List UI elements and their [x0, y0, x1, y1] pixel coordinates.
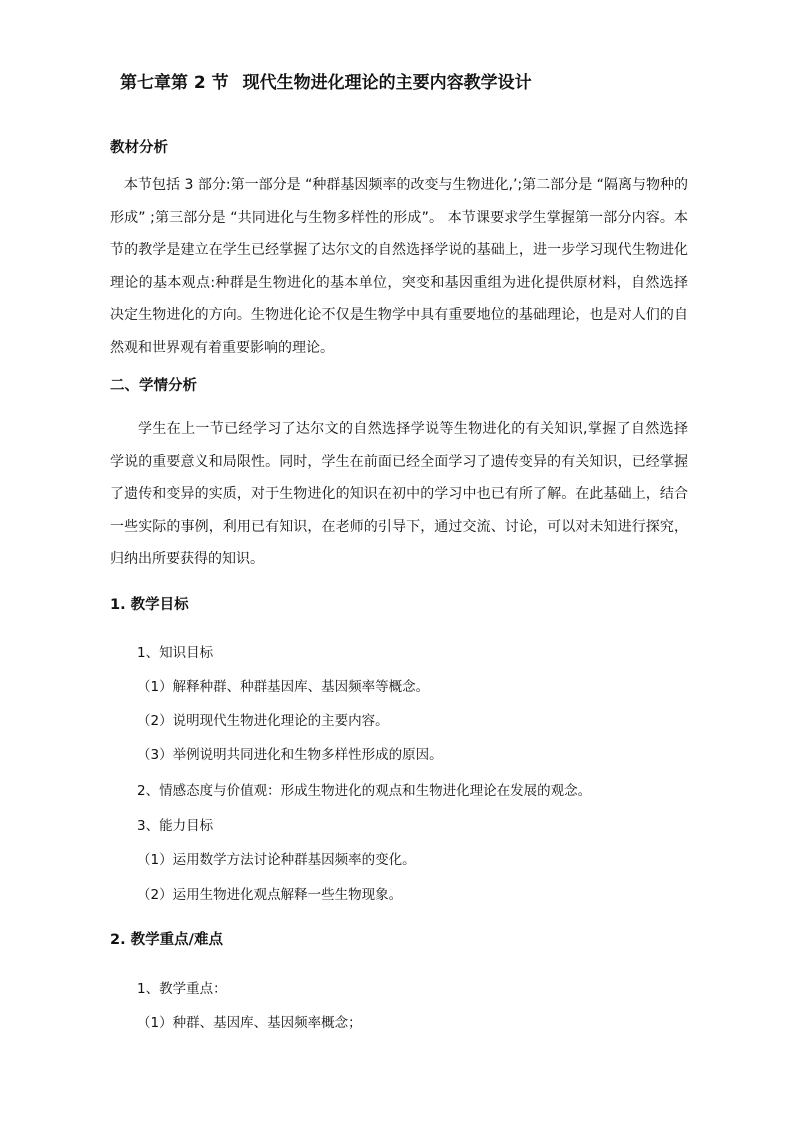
- emotion-objective-label: 2、情感态度与价值观：形成生物进化的观点和生物进化理论在发展的观念。: [137, 783, 592, 799]
- ability-item: （2）运用生物进化观点解释一些生物现象。: [137, 887, 403, 903]
- focus-label: 1、教学重点：: [137, 981, 227, 997]
- title-topic: 现代生物进化理论的主要内容教学设计: [242, 73, 532, 93]
- students-paragraph: 学生在上一节已经学习了达尔文的自然选择学说等生物进化的有关知识,掌握了自然选择学说的重要意义和局限性。同时，学生在前面已经全面学习了遗传变异的有关知识，已经掌握了遗传和变异的实质，对于生物进化的知识在初中的学习中也已有所了解。在此基础上，结合一些实际的事例，利用已有知识，在老师的引导下，通过交流、讨论，可以对未知进行探究，归纳出所要获得的知识。: [110, 421, 688, 567]
- knowledge-item: （2）说明现代生物进化理论的主要内容。: [137, 713, 389, 729]
- focus-item: （1）种群、基因库、基因频率概念；: [137, 1015, 362, 1031]
- title-chapter: 第七章第 2 节: [120, 73, 229, 93]
- ability-item: （1）运用数学方法讨论种群基因频率的变化。: [137, 852, 416, 868]
- section-heading-material: 教材分析: [110, 140, 168, 156]
- section-heading-objectives: 1. 教学目标: [110, 597, 189, 613]
- section-heading-key-points: 2. 教学重点/难点: [110, 932, 223, 948]
- ability-objective-label: 3、能力目标: [137, 818, 214, 834]
- knowledge-objective-label: 1、知识目标: [137, 645, 214, 661]
- knowledge-item: （1）解释种群、种群基因库、基因频率等概念。: [137, 679, 430, 695]
- document-title: [120, 70, 720, 96]
- section-heading-students: 二、学情分析: [110, 378, 197, 394]
- material-paragraph: 本节包括 3 部分:第一部分是 “种群基因频率的改变与生物进化,’;第二部分是 “隔离与物种的形成” ;第三部分是 “共同进化与生物多样性的形成”。 本节课要求学生掌握第一部分内容。本节的教学是建立在学生已经掌握了达尔文的自然选择学说的基础上，进一步学习现代生物进化理论的基本观点:种群是生物进化的基本单位，突变和基因重组为进化提供原材料，自然选择决定生物进化的方向。生物进化论不仅是生物学中具有重要地位的基础理论，也是对人们的自然观和世界观有着重要影响的理论。: [110, 177, 688, 356]
- knowledge-item: （3）举例说明共同进化和生物多样性形成的原因。: [137, 747, 443, 763]
